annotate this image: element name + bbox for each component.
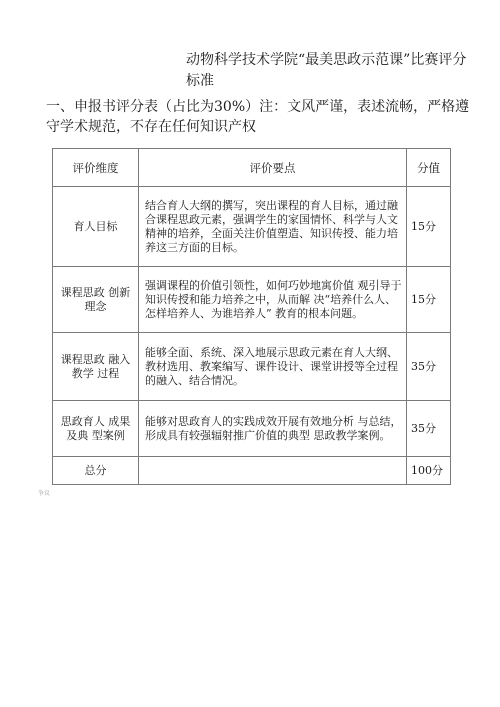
row-requirement: 结合育人大纲的撰写，突出课程的育人目标，通过融合课程思政元素，强调学生的家国情怀、科学与人文精神的培养，全面关注价值塑造、知识传授、能力培养这三方面的目标。: [139, 187, 407, 267]
row-score: 35分: [407, 401, 451, 457]
header-dimension: 评价维度: [53, 149, 139, 187]
header-requirement: 评价要点: [139, 149, 407, 187]
section-heading: 一、申报书评分表（占比为30%）注：文风严谨，表述流畅，严格遵守学术规范，不存在任何知识产权: [46, 99, 470, 135]
row-score: 15分: [407, 267, 451, 333]
row-requirement: 强调课程的价值引领性，如何巧妙地寓价值 观引导于知识传授和能力培养之中，从而解 决“培养什么人、怎样培养人、为谁培养人” 教育的根本问题。: [139, 267, 407, 333]
table-row: [53, 401, 451, 457]
footer-mark: 争议: [38, 490, 51, 497]
table-header-row: [53, 149, 451, 187]
table-row: [53, 267, 451, 333]
page-title: 动物科学技术学院“最美思政示范课”比赛评分标准: [186, 52, 467, 89]
table-row: [53, 333, 451, 401]
table-row: [53, 187, 451, 267]
row-score: 100分: [407, 457, 451, 485]
header-score: 分值: [407, 149, 451, 187]
row-dimension: 总分: [53, 457, 139, 485]
row-dimension: 课程思政 融入教学 过程: [53, 333, 139, 401]
row-score: 15分: [407, 187, 451, 267]
row-requirement: 能够对思政育人的实践成效开展有效地分析 与总结，形成具有较强辐射推广价值的典型 思政教学案例。: [139, 401, 407, 457]
scoring-table: [52, 148, 451, 485]
row-requirement: 能够全面、系统、深入地展示思政元素在育人大纲、教材选用、教案编写、课件设计、课堂讲授等全过程的融入、结合情况。: [139, 333, 407, 401]
row-score: 35分: [407, 333, 451, 401]
row-dimension: 育人目标: [53, 187, 139, 267]
row-requirement: [139, 457, 407, 485]
table-total-row: [53, 457, 451, 485]
row-dimension: 思政育人 成果及典 型案例: [53, 401, 139, 457]
row-dimension: 课程思政 创新理念: [53, 267, 139, 333]
